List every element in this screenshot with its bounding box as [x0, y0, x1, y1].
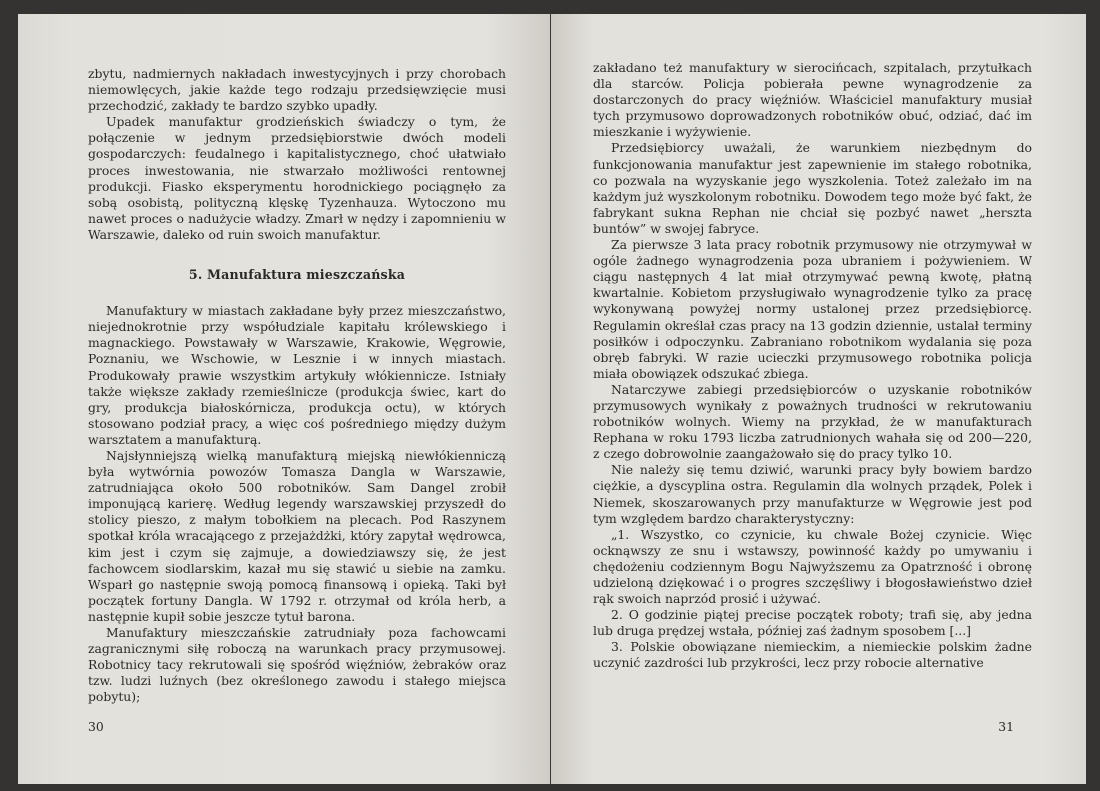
- right-page-text: [593, 60, 1032, 672]
- page-number: 31: [998, 719, 1014, 734]
- quoted-rule: 3. Polskie obowiązane niemieckim, a niemieckie polskim żadne uczynić zazdrości lub przykrości, lecz przy robocie alternative: [593, 639, 1032, 671]
- paragraph: Manufaktury w miastach zakładane były przez mieszczaństwo, niejednokrotnie przy współudziale kapitału królewskiego i magnackiego. Powstawały w Warszawie, Krakowie, Węgrowie, Poznaniu, we Wschowie, w Lesznie i w innych miastach. Produkowały prawie wszystkim artykuły włókiennicze. Istniały także większe zakłady rzemieślnicze (produkcja świec, kart do gry, produkcja białoskórnicza, produkcja octu), w których stosowano podział pracy, a więc coś pośredniego między dużym warsztatem a manufakturą.: [88, 303, 506, 447]
- left-page-text: [88, 66, 506, 705]
- paragraph: Nie należy się temu dziwić, warunki pracy były bowiem bardzo ciężkie, a dyscyplina ostra. Regulamin dla wolnych prządek, Polek i Niemek, skoszarowanych przy manufakturze w Węgrowie jest pod tym względem bardzo charakterystyczny:: [593, 462, 1032, 526]
- paragraph: Przedsiębiorcy uważali, że warunkiem niezbędnym do funkcjonowania manufaktur jest zapewnienie im stałego robotnika, co pozwala na wyzyskanie jego wyszkolenia. Toteż zależało im na każdym już wyszkolonym robotniku. Dowodem tego może być fakt, że fabrykant sukna Rephan nie chciał się pozbyć nawet „herszta buntów” w swojej fabryce.: [593, 140, 1032, 236]
- page-number: 30: [88, 719, 104, 734]
- section-heading: 5. Manufaktura mieszczańska: [188, 267, 406, 283]
- paragraph: Najsłynniejszą wielką manufakturą miejską niewłókienniczą była wytwórnia powozów Tomasza Dangla w Warszawie, zatrudniająca około 500 robotników. Sam Dangel zrobił imponującą karierę. Według legendy warszawskiej przyszedł do stolicy pieszo, z małym tobołkiem na plecach. Pod Raszynem spotkał króla wracającego z przejażdżki, który zapytał wędrowca, kim jest i czym się zajmuje, a dowiedziawszy się, że jest fachowcem siodlarskim, kazał mu się stawić u siebie na zamku. Wsparł go następnie swoją pomocą finansową i opieką. Taki był początek fortuny Dangla. W 1792 r. otrzymał od króla herb, a następnie kupił sobie jeszcze tytuł barona.: [88, 447, 506, 624]
- paragraph: zbytu, nadmiernych nakładach inwestycyjnych i przy chorobach niemowlęcych, jakie każde tego rodzaju przedsięwzięcie musi przechodzić, zakłady te bardzo szybko upadły.: [88, 66, 506, 114]
- paragraph: Upadek manufaktur grodzieńskich świadczy o tym, że połączenie w jednym przedsiębiorstwie dwóch modeli gospodarczych: feudalnego i kapitalistycznego, choć ułatwiało proces inwestowania, nie stwarzało możliwości rentownej produkcji. Fiasko eksperymentu horodnickiego pociągnęło za sobą osobistą, polityczną klęskę Tyzenhauza. Wytoczono mu nawet proces o nadużycie władzy. Zmarł w nędzy i zapomnieniu w Warszawie, daleko od ruin swoich manufaktur.: [88, 114, 506, 242]
- paragraph: zakładano też manufaktury w sierocińcach, szpitalach, przytułkach dla starców. Policja pobierała pewne wynagrodzenie za dostarczonych do pracy więźniów. Właściciel manufaktury musiał tych przymusowo doprowadzonych robotników obuć, odziać, dać im mieszkanie i wyżywienie.: [593, 60, 1032, 140]
- paragraph: Natarczywe zabiegi przedsiębiorców o uzyskanie robotników przymusowych wynikały z poważnych trudności w rekrutowaniu robotników wolnych. Wiemy na przykład, że w manufakturach Rephana w roku 1793 liczba zatrudnionych wahała się od 200—220, z czego dobrowolnie zaangażowało się do pracy tylko 10.: [593, 381, 1032, 462]
- left-page: [18, 14, 550, 784]
- quoted-rule: 2. O godzinie piątej precise początek roboty; trafi się, aby jedna lub druga prędzej wstała, później zaś żadnym sposobem [...]: [593, 607, 1032, 639]
- quoted-rule: „1. Wszystko, co czynicie, ku chwale Bożej czynicie. Więc ocknąwszy ze snu i wstawszy, powinność każdy po umywaniu i chędożeniu codziennym Bogu Najwyższemu za Opatrzność i obronę udzieloną dziękować i o progres szczęśliwy i błogosławieństwo dzieł rąk swoich naprzód prosić i używać.: [593, 526, 1032, 607]
- right-page: [551, 14, 1086, 784]
- paragraph: Manufaktury mieszczańskie zatrudniały poza fachowcami zagranicznymi siłę roboczą na warunkach pracy przymusowej. Robotnicy tacy rekrutowali się spośród więźniów, żebraków oraz tzw. ludzi luźnych (bez określonego zawodu i stałego miejsca pobytu);: [88, 625, 506, 705]
- paragraph: Za pierwsze 3 lata pracy robotnik przymusowy nie otrzymywał w ogóle żadnego wynagrodzenia poza ubraniem i pożywieniem. W ciągu następnych 4 lat miał otrzymywać pewną kwotę, płatną kwartalnie. Kobietom przysługiwało wynagrodzenie tylko za pracę wykonywaną powyżej normy ustalonej przez przedsiębiorcę. Regulamin określał czas pracy na 13 godzin dziennie, ustalał terminy posiłków i odpoczynku. Zabraniano robotnikom wydalania się poza obręb fabryki. W razie ucieczki przymusowego robotnika policja miała obowiązek odszukać zbiega.: [593, 237, 1032, 381]
